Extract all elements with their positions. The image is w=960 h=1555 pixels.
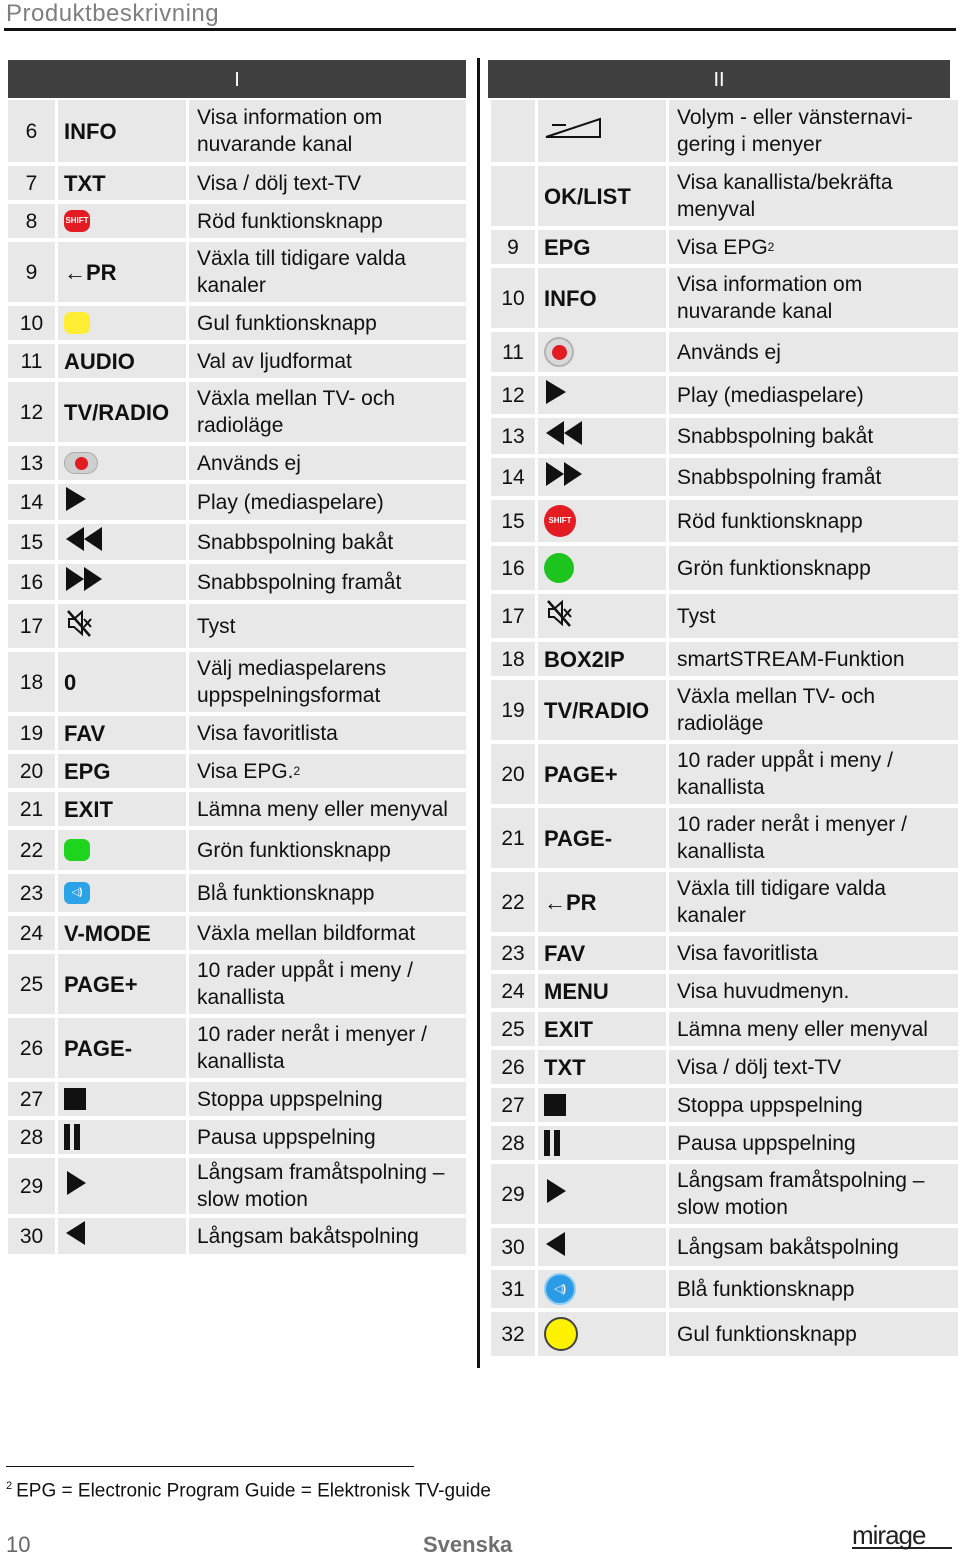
key-description [189,792,466,826]
key-description [669,974,958,1008]
key-description [669,808,958,868]
key-label [58,446,186,480]
key-number: 28 [8,1120,55,1154]
key-number: 19 [8,716,55,750]
column-divider [477,58,480,1368]
key-label: TXT [538,1050,666,1084]
stop-icon [64,1088,86,1110]
key-number: 13 [8,446,55,480]
key-description [189,604,466,648]
key-number: 31 [491,1270,535,1308]
green-button-icon [544,553,574,583]
key-number: 11 [491,332,535,372]
key-description [189,484,466,520]
key-description [669,594,958,638]
key-label [538,1164,666,1224]
key-number: 25 [8,954,55,1014]
key-description [669,1012,958,1046]
key-description-text: Röd funktionsknapp [677,509,863,533]
key-label [58,204,186,238]
red-shift-button-icon: SHIFT [544,505,576,537]
key-label: ←PR [538,872,666,932]
key-label: PAGE- [538,808,666,868]
svg-text:mirage: mirage [852,1524,926,1550]
key-description-text: Play (mediaspelare) [677,383,864,407]
key-row [491,1088,958,1122]
key-number: 28 [491,1126,535,1160]
key-description [669,1312,958,1356]
key-description [189,100,466,162]
key-number: 9 [8,242,55,302]
key-description-text: Växla mellan TV- och radioläge [677,685,876,735]
key-row [8,716,466,750]
slow-forward-icon [64,1169,88,1203]
key-label: PAGE+ [58,954,186,1014]
key-description [189,716,466,750]
key-number: 24 [8,916,55,950]
key-description-text: Visa huvudmenyn. [677,979,850,1003]
key-label: BOX2IP [538,642,666,676]
pause-icon [544,1130,560,1156]
key-description-text: Stoppa uppspelning [197,1087,383,1111]
key-description [669,642,958,676]
key-description-text: smartSTREAM-Funktion [677,647,905,671]
key-number: 23 [491,936,535,970]
key-table-column-2 [491,100,958,1360]
column-header-1: I [8,60,466,98]
key-row [8,754,466,788]
stop-icon [544,1094,566,1116]
key-label: INFO [58,100,186,162]
key-description [669,418,958,454]
key-row [8,204,466,238]
key-number: 19 [491,680,535,740]
yellow-key-icon [64,312,90,334]
key-description-text: Växla till tidigare valda kanaler [197,247,406,297]
key-row [8,100,466,162]
key-description-text: Lämna meny eller menyval [677,1017,928,1041]
key-label [58,830,186,870]
key-number: 27 [491,1088,535,1122]
fast-forward-icon [544,460,584,494]
key-description [189,1018,466,1078]
key-row [491,974,958,1008]
key-row [8,954,466,1014]
key-number: 12 [491,376,535,414]
play-icon [544,378,568,412]
key-description-text: Snabbspolning framåt [197,570,402,594]
key-row [491,546,958,590]
key-description [669,936,958,970]
key-number [491,100,535,162]
page-number: 10 [6,1532,31,1555]
green-key-icon [64,839,90,861]
key-label [538,1088,666,1122]
key-row [8,446,466,480]
blue-key-icon: ◁) [64,882,90,904]
key-label: FAV [58,716,186,750]
yellow-button-icon [544,1317,578,1351]
key-description-text: Visa / dölj text-TV [677,1055,842,1079]
key-number: 30 [8,1218,55,1254]
key-description-text: Grön funktionsknapp [197,838,391,862]
key-description [189,1120,466,1154]
key-row [491,872,958,932]
key-description [669,680,958,740]
key-label: 0 [58,652,186,712]
key-description-text: Grön funktionsknapp [677,556,871,580]
key-label [538,500,666,542]
key-row [491,376,958,414]
key-description [669,546,958,590]
key-label [538,546,666,590]
key-row [491,1312,958,1356]
rewind-icon [544,419,584,453]
footnote-mark: 2 [6,1480,13,1492]
key-description [669,1270,958,1308]
key-row [491,744,958,804]
key-number [491,166,535,226]
key-description-text: Tyst [677,604,716,628]
key-number: 17 [491,594,535,638]
key-description-text: Val av ljudformat [197,349,352,373]
key-number: 14 [8,484,55,520]
key-number: 13 [491,418,535,454]
key-number: 29 [8,1158,55,1214]
red-shift-key-icon: SHIFT [64,210,90,232]
key-row [8,830,466,870]
key-number: 12 [8,382,55,442]
key-row [491,1164,958,1224]
key-description [669,332,958,372]
key-description-text: Långsam bakåtspolning [677,1235,899,1259]
key-label: EXIT [538,1012,666,1046]
key-row [491,500,958,542]
key-description [669,744,958,804]
key-number: 11 [8,344,55,378]
slow-rewind-icon [64,1219,88,1253]
key-row [8,166,466,200]
key-description-text: Volym - eller vänsternavi-gering i menyer [677,106,913,156]
key-description [669,268,958,328]
key-description [669,1164,958,1224]
key-description-text: Tyst [197,614,236,638]
key-number: 23 [8,874,55,912]
key-description-text: Visa kanallista/bekräfta menyval [677,171,893,221]
key-row [8,792,466,826]
key-description-text: Används ej [677,340,781,364]
key-row [491,936,958,970]
key-description [189,306,466,340]
key-row [8,652,466,712]
key-description-text: Gul funktionsknapp [197,311,377,335]
key-label [538,418,666,454]
key-number: 22 [8,830,55,870]
key-description-text: Snabbspolning framåt [677,465,882,489]
key-description [189,344,466,378]
key-label: TV/RADIO [58,382,186,442]
key-description-text: Pausa uppspelning [677,1131,856,1155]
key-description [669,1050,958,1084]
key-label [538,1228,666,1266]
language-label: Svenska [423,1532,513,1555]
key-label [538,1270,666,1308]
record-button-icon [544,337,574,367]
footnote [6,1480,491,1502]
key-description-text: Visa information om nuvarande kanal [677,273,863,323]
key-number: 10 [8,306,55,340]
mute-icon [64,608,94,644]
brand-logo [852,1524,952,1555]
key-label [58,1120,186,1154]
key-description-text: Röd funktionsknapp [197,209,383,233]
key-description [189,524,466,560]
key-description-text: 10 rader uppåt i meny / kanallista [197,959,413,1009]
key-description [189,1082,466,1116]
key-description [669,458,958,496]
slow-forward-icon [544,1177,568,1211]
key-label: OK/LIST [538,166,666,226]
key-description [189,166,466,200]
key-label: TXT [58,166,186,200]
key-label: PAGE- [58,1018,186,1078]
key-number: 22 [491,872,535,932]
key-row [8,1082,466,1116]
key-label [538,1126,666,1160]
key-label [58,524,186,560]
rewind-icon [64,525,104,559]
key-label [58,1158,186,1214]
key-label: AUDIO [58,344,186,378]
key-description-text: Snabbspolning bakåt [197,530,394,554]
key-description [189,204,466,238]
key-description-text: Visa EPG [677,235,768,259]
key-description [189,652,466,712]
key-row [8,564,466,600]
key-label [538,332,666,372]
key-number: 6 [8,100,55,162]
key-row [491,1228,958,1266]
key-description [669,872,958,932]
key-description-text: Visa favoritlista [677,941,818,965]
key-label [538,458,666,496]
key-label: EPG [538,230,666,264]
key-row [8,524,466,560]
key-label [58,1218,186,1254]
key-label: ←PR [58,242,186,302]
key-label [58,604,186,648]
key-description [669,1088,958,1122]
key-label: MENU [538,974,666,1008]
key-table-column-1 [8,100,466,1258]
key-number: 27 [8,1082,55,1116]
key-label: PAGE+ [538,744,666,804]
key-description: Visa EPG 2 [669,230,958,264]
key-row [491,808,958,868]
key-row [491,1270,958,1308]
key-description [669,500,958,542]
key-description [189,916,466,950]
key-label [58,306,186,340]
key-number: 17 [8,604,55,648]
key-description [669,1126,958,1160]
key-label: FAV [538,936,666,970]
key-number: 10 [491,268,535,328]
key-row [8,1018,466,1078]
key-number: 21 [8,792,55,826]
key-description-text: Blå funktionsknapp [197,881,375,905]
key-label [538,1312,666,1356]
key-row [491,418,958,454]
key-description-text: Visa / dölj text-TV [197,171,362,195]
key-description-text: Används ej [197,451,301,475]
key-label: EPG [58,754,186,788]
key-row [8,1120,466,1154]
key-description [189,1158,466,1214]
column-header-2: II [488,60,950,98]
key-description-text: Play (mediaspelare) [197,490,384,514]
key-description [189,874,466,912]
key-label [538,376,666,414]
key-number: 16 [491,546,535,590]
key-row [491,594,958,638]
key-row [491,1126,958,1160]
key-row [8,242,466,302]
key-description [669,166,958,226]
key-number: 26 [8,1018,55,1078]
key-description [189,446,466,480]
footnote-text: EPG = Electronic Program Guide = Elektronisk TV-guide [16,1480,491,1502]
slow-rewind-icon [544,1230,568,1264]
key-description [669,376,958,414]
key-description-text: 10 rader neråt i menyer / kanallista [677,813,907,863]
key-label: V-MODE [58,916,186,950]
key-description-text: Visa EPG. [197,759,294,783]
key-row [491,332,958,372]
key-description-text: Lämna meny eller menyval [197,797,448,821]
key-description [189,830,466,870]
pause-icon [64,1124,80,1150]
key-description [189,242,466,302]
key-number: 29 [491,1164,535,1224]
key-description-text: Växla mellan bildformat [197,921,416,945]
key-row [491,230,958,264]
key-row [491,268,958,328]
footnote-rule [6,1466,414,1467]
key-number: 25 [491,1012,535,1046]
key-number: 18 [491,642,535,676]
key-description: Visa EPG. 2 [189,754,466,788]
key-description-text: Stoppa uppspelning [677,1093,863,1117]
key-number: 18 [8,652,55,712]
key-number: 20 [491,744,535,804]
key-number: 32 [491,1312,535,1356]
key-row [491,1050,958,1084]
key-row [8,916,466,950]
key-label [58,564,186,600]
title-rule [4,28,956,31]
key-label [538,594,666,638]
key-label: TV/RADIO [538,680,666,740]
key-row [8,874,466,912]
key-label [58,1082,186,1116]
key-description-text: Långsam framåtspolning – slow motion [677,1169,925,1219]
mute-icon [544,598,574,634]
key-row [491,100,958,162]
key-description [189,382,466,442]
key-number: 21 [491,808,535,868]
key-description-text: Visa information om nuvarande kanal [197,106,383,156]
key-label: INFO [538,268,666,328]
key-description-text: Blå funktionsknapp [677,1277,855,1301]
key-row [8,382,466,442]
key-number: 16 [8,564,55,600]
key-description-text: Snabbspolning bakåt [677,424,874,448]
key-description [189,954,466,1014]
key-row [8,306,466,340]
key-label [58,874,186,912]
play-icon [64,485,88,519]
key-description-text: Visa favoritlista [197,721,338,745]
key-description-text: 10 rader uppåt i meny / kanallista [677,749,893,799]
key-number: 14 [491,458,535,496]
key-row [8,1158,466,1214]
volume-wedge-icon [544,115,602,147]
key-row [491,680,958,740]
key-row [8,344,466,378]
key-number: 26 [491,1050,535,1084]
key-description [189,1218,466,1254]
fast-forward-icon [64,565,104,599]
key-label [538,100,666,162]
key-description-text: 10 rader neråt i menyer / kanallista [197,1023,427,1073]
key-number: 30 [491,1228,535,1266]
key-number: 20 [8,754,55,788]
key-number: 9 [491,230,535,264]
key-row [8,484,466,520]
record-key-icon [64,452,98,474]
key-label: EXIT [58,792,186,826]
key-row [491,1012,958,1046]
key-number: 7 [8,166,55,200]
key-description-text: Välj mediaspelarens uppspelningsformat [197,657,387,707]
key-row [8,1218,466,1254]
key-description [669,1228,958,1266]
key-description-text: Långsam framåtspolning – slow motion [197,1161,445,1211]
key-row [8,604,466,648]
blue-button-icon: ◁) [544,1273,576,1305]
key-row [491,642,958,676]
key-description-text: Växla till tidigare valda kanaler [677,877,886,927]
key-number: 24 [491,974,535,1008]
key-description [189,564,466,600]
key-number: 15 [8,524,55,560]
key-description-text: Långsam bakåtspolning [197,1224,419,1248]
key-row [491,458,958,496]
key-row [491,166,958,226]
key-description-text: Pausa uppspelning [197,1125,376,1149]
key-label [58,484,186,520]
key-description-text: Växla mellan TV- och radioläge [197,387,396,437]
page-title: Produktbeskrivning [6,0,220,27]
key-number: 15 [491,500,535,542]
key-number: 8 [8,204,55,238]
key-description-text: Gul funktionsknapp [677,1322,857,1346]
key-description [669,100,958,162]
